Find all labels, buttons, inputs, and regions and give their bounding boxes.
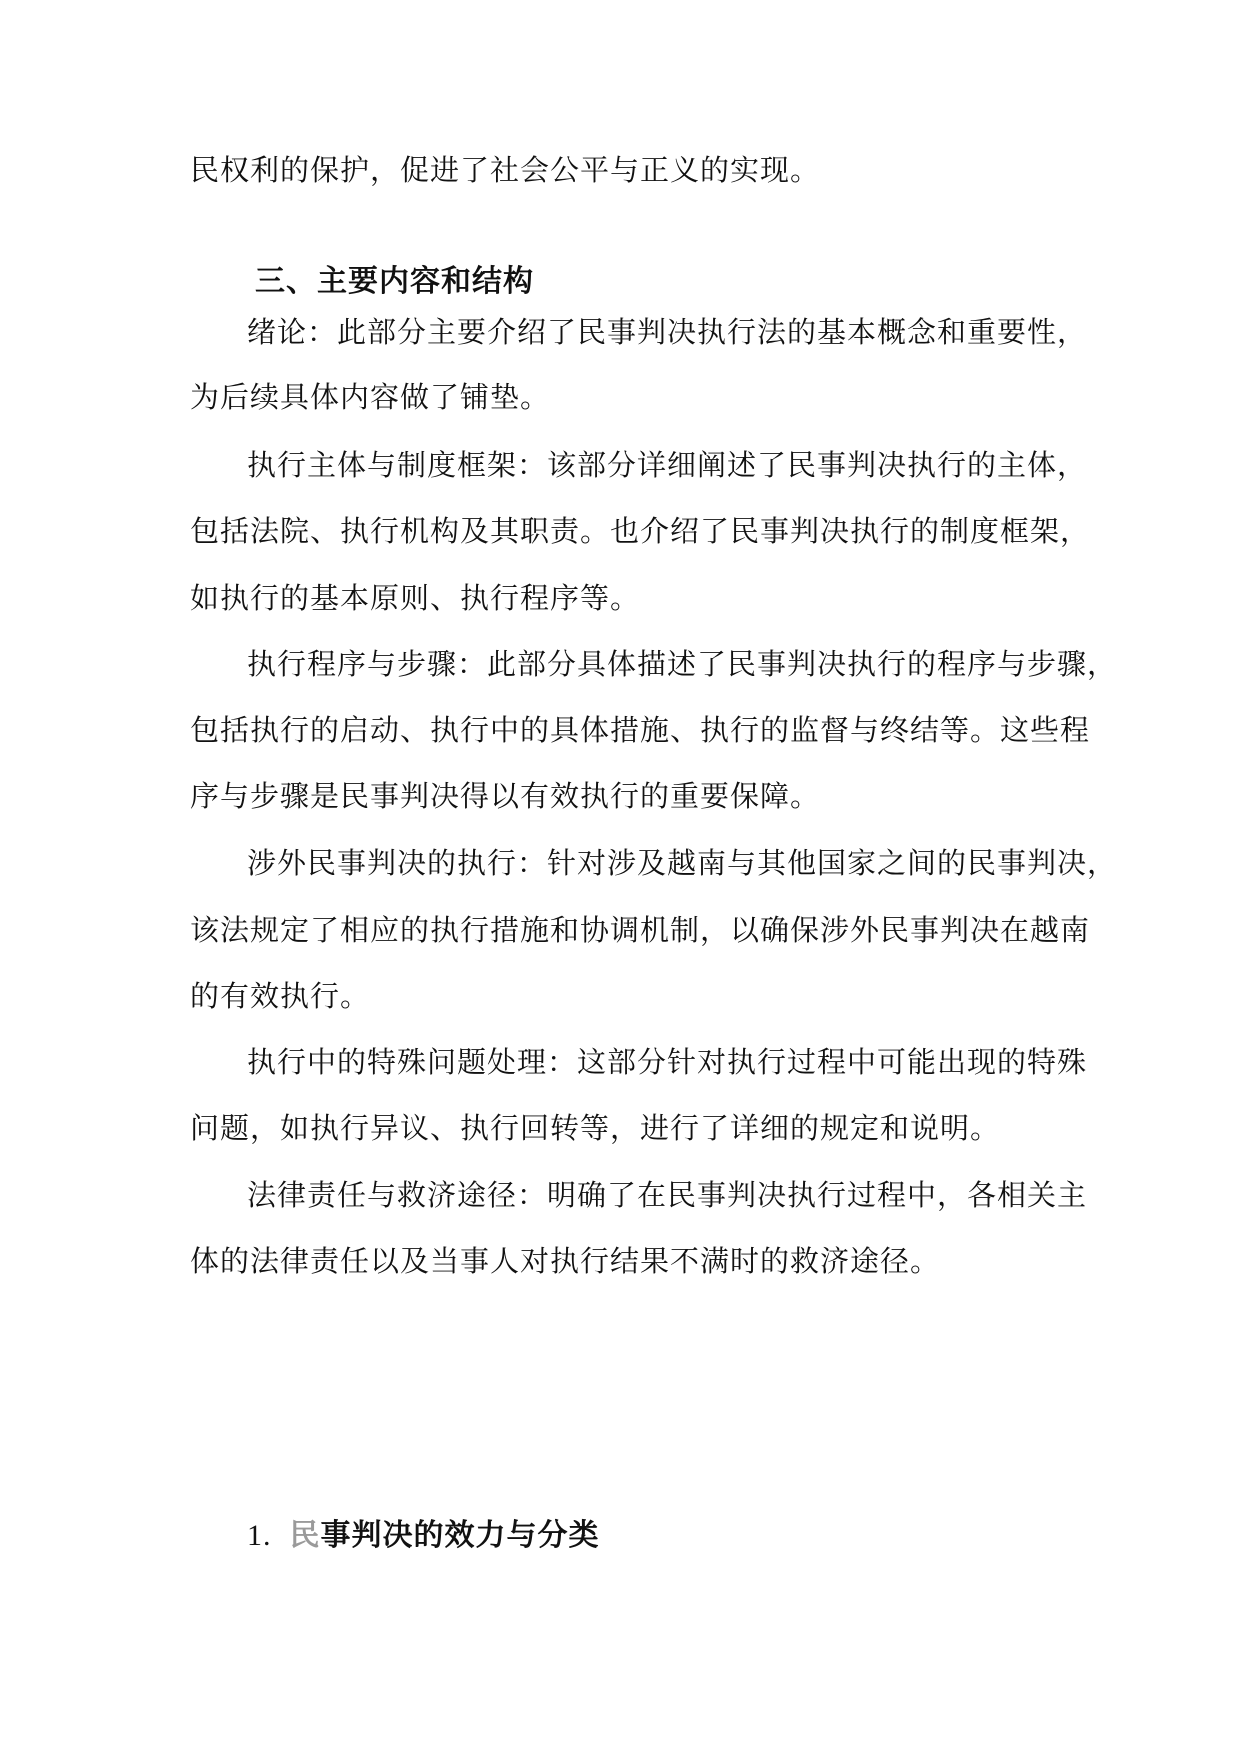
paragraph-line: 如执行的基本原则、执行程序等。 [190,581,641,615]
paragraph-line: 该法规定了相应的执行措施和协调机制，以确保涉外民事判决在越南 [190,913,1091,947]
paragraph-line: 执行中的特殊问题处理：这部分针对执行过程中可能出现的特殊 [247,1045,1088,1079]
subsection-heading [247,1516,600,1556]
paragraph-line: 执行主体与制度框架：该部分详细阐述了民事判决执行的主体， [247,448,1088,482]
paragraph-line: 包括法院、执行机构及其职责。也介绍了民事判决执行的制度框架， [190,514,1091,548]
paragraph-line: 法律责任与救济途径：明确了在民事判决执行过程中，各相关主 [247,1178,1088,1212]
paragraph-line: 涉外民事判决的执行：针对涉及越南与其他国家之间的民事判决， [247,846,1118,880]
paragraph-line: 为后续具体内容做了铺垫。 [190,380,551,414]
subsection-title-rest: 事判决的效力与分类 [320,1518,600,1553]
paragraph-line: 体的法律责任以及当事人对执行结果不满时的救济途径。 [190,1244,941,1278]
paragraph-line: 序与步骤是民事判决得以有效执行的重要保障。 [190,779,821,813]
section-heading: 三、主要内容和结构 [255,264,534,299]
paragraph-line: 绪论：此部分主要介绍了民事判决执行法的基本概念和重要性， [247,315,1088,349]
subsection-number: 1. [247,1519,272,1552]
paragraph-line: 的有效执行。 [190,979,371,1013]
subsection-first-char: 民 [289,1518,321,1553]
continuation-text: 民权利的保护，促进了社会公平与正义的实现。 [190,153,821,187]
paragraph-line: 问题，如执行异议、执行回转等，进行了详细的规定和说明。 [190,1111,1001,1145]
paragraph-line: 包括执行的启动、执行中的具体措施、执行的监督与终结等。这些程 [190,713,1091,747]
paragraph-line: 执行程序与步骤：此部分具体描述了民事判决执行的程序与步骤， [247,647,1118,681]
